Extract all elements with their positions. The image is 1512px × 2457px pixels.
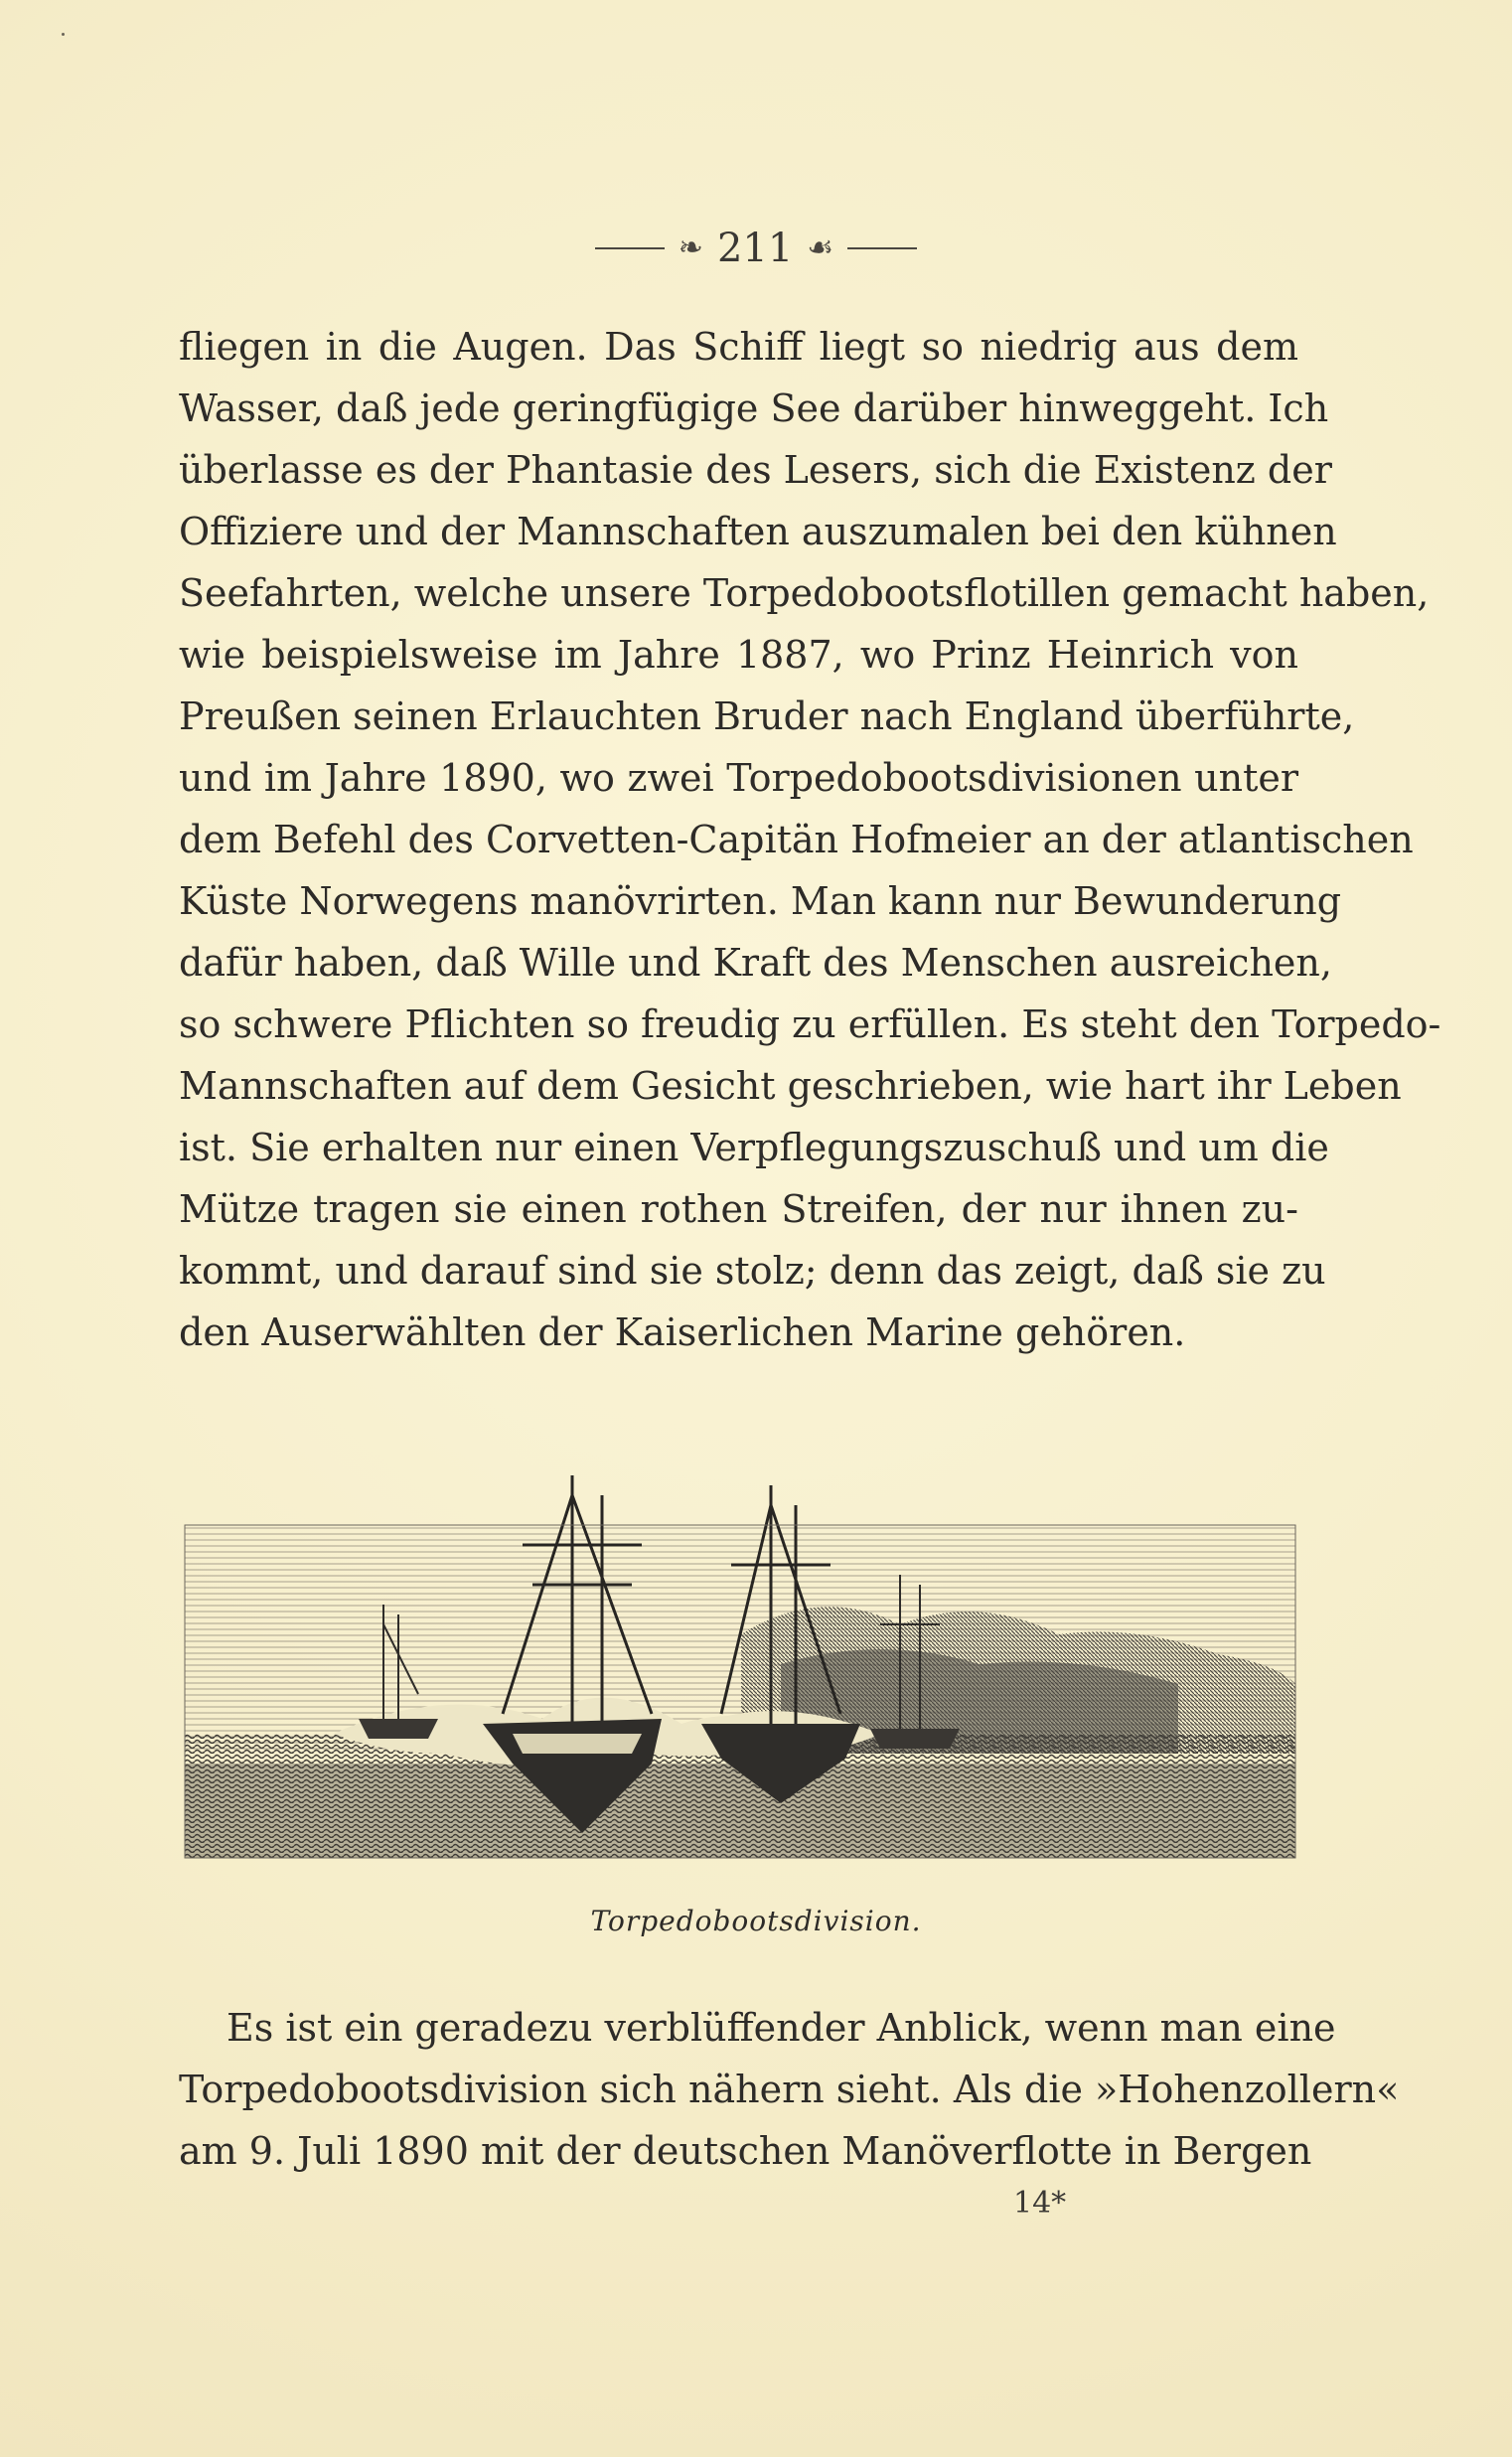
text-line: Es ist ein geradezu verblüffender Anblick, wenn man eine <box>227 2006 1336 2050</box>
text-line: so schwere Pflichten so freudig zu erfüllen. Es steht den Torpedo- <box>179 1002 1441 1046</box>
text-line: Preußen seinen Erlauchten Bruder nach England überführte, <box>179 694 1355 738</box>
ornament-left-icon: ❧ <box>678 230 703 265</box>
paper-speck <box>62 33 65 36</box>
header-rule-left <box>595 247 665 249</box>
text-line: Wasser, daß jede geringfügige See darüber hinweggeht. Ich <box>179 386 1329 430</box>
ornament-right-icon: ☙ <box>807 230 834 265</box>
text-line: am 9. Juli 1890 mit der deutschen Manöverflotte in Bergen <box>179 2129 1312 2173</box>
text-line: und im Jahre 1890, wo zwei Torpedobootsdivisionen unter <box>179 756 1298 800</box>
text-line: dem Befehl des Corvetten-Capitän Hofmeier an der atlantischen <box>179 818 1414 861</box>
text-line: dafür haben, daß Wille und Kraft des Menschen ausreichen, <box>179 941 1332 985</box>
engraving-illustration <box>185 1436 1295 1858</box>
page-number: 211 <box>716 226 794 271</box>
text-line: kommt, und darauf sind sie stolz; denn das zeigt, daß sie zu <box>179 1249 1326 1293</box>
figure-caption: Torpedobootsdivision. <box>590 1905 922 1937</box>
text-line: Offiziere und der Mannschaften auszumalen bei den kühnen <box>179 510 1337 553</box>
paragraph-2 <box>179 1997 1400 2182</box>
header-rule-right <box>847 247 917 249</box>
text-line: den Auserwählten der Kaiserlichen Marine gehören. <box>179 1310 1186 1354</box>
page-header <box>0 219 1512 278</box>
text-line: Mütze tragen sie einen rothen Streifen, der nur ihnen zu- <box>179 1187 1298 1231</box>
text-line: Seefahrten, welche unsere Torpedobootsflotillen gemacht haben, <box>179 571 1430 615</box>
text-line: überlasse es der Phantasie des Lesers, sich die Existenz der <box>179 448 1332 492</box>
text-line: Mannschaften auf dem Gesicht geschrieben, wie hart ihr Leben <box>179 1064 1402 1108</box>
paragraph-1 <box>179 316 1441 1363</box>
text-line: ist. Sie erhalten nur einen Verpflegungszuschuß und um die <box>179 1126 1329 1169</box>
text-line: wie beispielsweise im Jahre 1887, wo Prinz Heinrich von <box>179 633 1298 677</box>
engraving-torpedo-boats <box>185 1436 1295 1858</box>
text-line: Torpedobootsdivision sich nähern sieht. Als die »Hohenzollern« <box>179 2068 1400 2111</box>
text-line: Küste Norwegens manövrirten. Man kann nur Bewunderung <box>179 879 1342 923</box>
signature-mark: 14* <box>1013 2186 1067 2221</box>
text-line: fliegen in die Augen. Das Schiff liegt so niedrig aus dem <box>179 325 1298 369</box>
